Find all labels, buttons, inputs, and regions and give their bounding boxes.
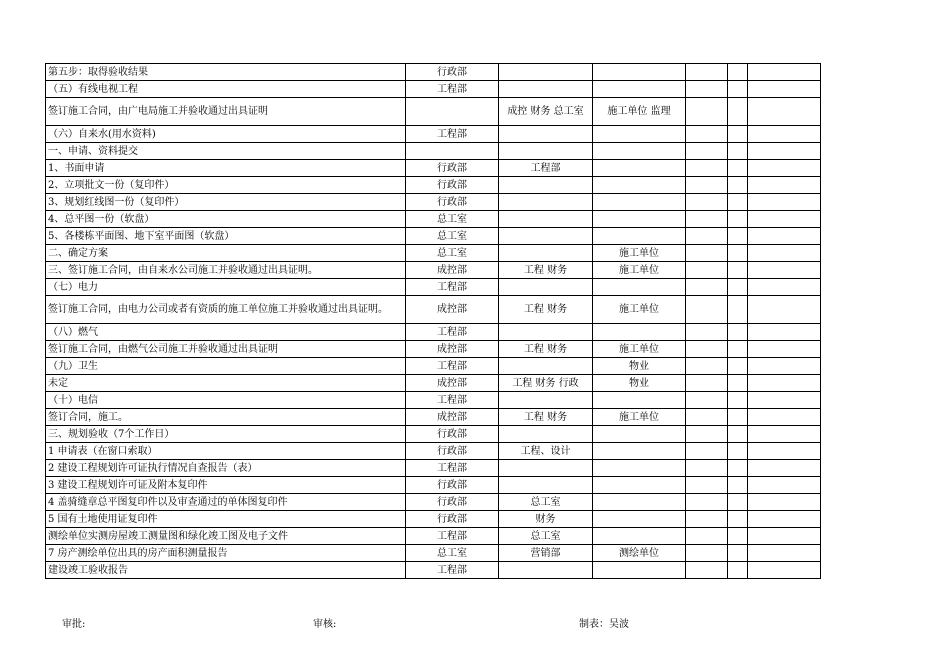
empty-cell (686, 160, 728, 177)
responsible-dept-cell: 成控部 (406, 262, 499, 279)
empty-cell (686, 477, 728, 494)
assisting-dept-cell (499, 81, 593, 98)
responsible-dept-cell: 工程部 (406, 562, 499, 579)
empty-cell (748, 64, 821, 81)
empty-cell (728, 494, 748, 511)
empty-cell (728, 545, 748, 562)
assisting-dept-cell (499, 177, 593, 194)
external-unit-cell: 施工单位 (593, 341, 686, 358)
empty-cell (728, 211, 748, 228)
responsible-dept-cell: 行政部 (406, 443, 499, 460)
assisting-dept-cell (499, 477, 593, 494)
responsible-dept-cell: 成控部 (406, 375, 499, 392)
table-row (46, 562, 821, 579)
empty-cell (686, 443, 728, 460)
empty-cell (728, 245, 748, 262)
table-row (46, 392, 821, 409)
empty-cell (728, 511, 748, 528)
item-cell: （九）卫生 (46, 358, 406, 375)
empty-cell (728, 443, 748, 460)
item-cell: 7 房产测绘单位出具的房产面积测量报告 (46, 545, 406, 562)
external-unit-cell (593, 562, 686, 579)
empty-cell (686, 341, 728, 358)
table-row (46, 81, 821, 98)
item-cell: （八）燃气 (46, 324, 406, 341)
empty-cell (686, 409, 728, 426)
responsible-dept-cell: 行政部 (406, 64, 499, 81)
external-unit-cell (593, 81, 686, 98)
item-cell: 一、申请、资料提交 (46, 143, 406, 160)
empty-cell (728, 375, 748, 392)
responsible-dept-cell: 工程部 (406, 392, 499, 409)
empty-cell (686, 392, 728, 409)
assisting-dept-cell: 工程 财务 行政 (499, 375, 593, 392)
empty-cell (748, 194, 821, 211)
item-cell: 4、总平图一份（软盘） (46, 211, 406, 228)
empty-cell (748, 245, 821, 262)
empty-cell (686, 460, 728, 477)
table-row (46, 262, 821, 279)
external-unit-cell: 施工单位 (593, 409, 686, 426)
assisting-dept-cell (499, 228, 593, 245)
responsible-dept-cell: 总工室 (406, 228, 499, 245)
table-row (46, 494, 821, 511)
empty-cell (686, 64, 728, 81)
external-unit-cell: 施工单位 (593, 245, 686, 262)
item-cell: 二、确定方案 (46, 245, 406, 262)
item-cell: 5 国有土地使用证复印件 (46, 511, 406, 528)
assisting-dept-cell (499, 211, 593, 228)
external-unit-cell (593, 211, 686, 228)
empty-cell (686, 262, 728, 279)
responsible-dept-cell: 总工室 (406, 211, 499, 228)
table-row (46, 177, 821, 194)
approve-label: 审批: (62, 619, 86, 630)
responsible-dept-cell: 成控部 (406, 341, 499, 358)
empty-cell (686, 211, 728, 228)
empty-cell (728, 358, 748, 375)
assisting-dept-cell: 工程 财务 (499, 296, 593, 324)
empty-cell (686, 545, 728, 562)
empty-cell (748, 426, 821, 443)
table-row (46, 528, 821, 545)
review-label: 审核: (313, 619, 337, 630)
assisting-dept-cell: 工程 财务 (499, 409, 593, 426)
empty-cell (728, 64, 748, 81)
external-unit-cell (593, 477, 686, 494)
empty-cell (748, 296, 821, 324)
assisting-dept-cell (499, 143, 593, 160)
responsible-dept-cell: 工程部 (406, 126, 499, 143)
item-cell: 未定 (46, 375, 406, 392)
responsible-dept-cell: 行政部 (406, 177, 499, 194)
item-cell: 1 申请表（在窗口索取） (46, 443, 406, 460)
empty-cell (686, 375, 728, 392)
external-unit-cell (593, 460, 686, 477)
external-unit-cell (593, 177, 686, 194)
table-row (46, 409, 821, 426)
assisting-dept-cell (499, 460, 593, 477)
empty-cell (728, 126, 748, 143)
item-cell: 三、规划验收（7个工作日） (46, 426, 406, 443)
assisting-dept-cell (499, 426, 593, 443)
empty-cell (748, 494, 821, 511)
prepared-by-label: 制表：吴波 (579, 619, 629, 630)
empty-cell (748, 143, 821, 160)
empty-cell (686, 245, 728, 262)
responsible-dept-cell: 工程部 (406, 358, 499, 375)
responsible-dept-cell: 工程部 (406, 528, 499, 545)
table-row (46, 426, 821, 443)
responsible-dept-cell: 工程部 (406, 81, 499, 98)
responsible-dept-cell: 行政部 (406, 194, 499, 211)
external-unit-cell (593, 228, 686, 245)
table-row (46, 98, 821, 126)
external-unit-cell (593, 426, 686, 443)
assisting-dept-cell: 工程部 (499, 160, 593, 177)
empty-cell (748, 443, 821, 460)
assisting-dept-cell (499, 245, 593, 262)
external-unit-cell (593, 64, 686, 81)
responsible-dept-cell: 成控部 (406, 296, 499, 324)
empty-cell (748, 98, 821, 126)
item-cell: （六）自来水(用水资料) (46, 126, 406, 143)
empty-cell (686, 177, 728, 194)
assisting-dept-cell (499, 64, 593, 81)
empty-cell (748, 511, 821, 528)
empty-cell (748, 177, 821, 194)
responsible-dept-cell: 工程部 (406, 324, 499, 341)
empty-cell (686, 98, 728, 126)
item-cell: 签订合同，施工。 (46, 409, 406, 426)
assisting-dept-cell (499, 279, 593, 296)
item-cell: 签订施工合同，由广电局施工并验收通过出具证明 (46, 98, 406, 126)
table-row (46, 341, 821, 358)
table-row (46, 477, 821, 494)
empty-cell (686, 494, 728, 511)
empty-cell (686, 528, 728, 545)
empty-cell (686, 324, 728, 341)
external-unit-cell (593, 160, 686, 177)
table-row (46, 375, 821, 392)
table-row (46, 160, 821, 177)
external-unit-cell: 测绘单位 (593, 545, 686, 562)
empty-cell (686, 194, 728, 211)
empty-cell (686, 511, 728, 528)
assisting-dept-cell (499, 562, 593, 579)
external-unit-cell: 物业 (593, 375, 686, 392)
responsible-dept-cell: 成控部 (406, 409, 499, 426)
empty-cell (728, 324, 748, 341)
empty-cell (728, 341, 748, 358)
empty-cell (686, 296, 728, 324)
empty-cell (748, 262, 821, 279)
empty-cell (748, 545, 821, 562)
external-unit-cell: 施工单位 监理 (593, 98, 686, 126)
empty-cell (748, 324, 821, 341)
assisting-dept-cell (499, 194, 593, 211)
empty-cell (728, 279, 748, 296)
item-cell: 5、各楼栋平面图、地下室平面图（软盘） (46, 228, 406, 245)
empty-cell (748, 160, 821, 177)
table-row (46, 460, 821, 477)
external-unit-cell (593, 528, 686, 545)
assisting-dept-cell: 财务 (499, 511, 593, 528)
item-cell: （七）电力 (46, 279, 406, 296)
empty-cell (728, 477, 748, 494)
empty-cell (748, 358, 821, 375)
empty-cell (686, 228, 728, 245)
empty-cell (728, 296, 748, 324)
empty-cell (728, 562, 748, 579)
empty-cell (728, 160, 748, 177)
external-unit-cell (593, 511, 686, 528)
empty-cell (728, 143, 748, 160)
item-cell: 3 建设工程规划许可证及附本复印件 (46, 477, 406, 494)
responsible-dept-cell: 总工室 (406, 545, 499, 562)
responsible-dept-cell (406, 98, 499, 126)
item-cell: 1、书面申请 (46, 160, 406, 177)
assisting-dept-cell: 总工室 (499, 528, 593, 545)
empty-cell (686, 143, 728, 160)
assisting-dept-cell (499, 358, 593, 375)
responsible-dept-cell: 工程部 (406, 279, 499, 296)
responsible-dept-cell: 总工室 (406, 245, 499, 262)
empty-cell (728, 262, 748, 279)
responsible-dept-cell: 行政部 (406, 511, 499, 528)
external-unit-cell (593, 143, 686, 160)
table-row (46, 228, 821, 245)
empty-cell (728, 194, 748, 211)
item-cell: （十）电信 (46, 392, 406, 409)
empty-cell (686, 279, 728, 296)
external-unit-cell (593, 494, 686, 511)
table-row (46, 245, 821, 262)
table-row (46, 143, 821, 160)
item-cell: 三、签订施工合同，由自来水公司施工并验收通过出具证明。 (46, 262, 406, 279)
empty-cell (686, 126, 728, 143)
empty-cell (686, 81, 728, 98)
item-cell: 第五步：取得验收结果 (46, 64, 406, 81)
empty-cell (728, 528, 748, 545)
responsible-dept-cell: 行政部 (406, 477, 499, 494)
external-unit-cell (593, 126, 686, 143)
external-unit-cell: 物业 (593, 358, 686, 375)
empty-cell (728, 460, 748, 477)
external-unit-cell (593, 279, 686, 296)
empty-cell (748, 228, 821, 245)
table-row (46, 545, 821, 562)
responsible-dept-cell: 工程部 (406, 460, 499, 477)
external-unit-cell (593, 443, 686, 460)
empty-cell (728, 409, 748, 426)
empty-cell (748, 392, 821, 409)
assisting-dept-cell (499, 324, 593, 341)
item-cell: 4 盖骑缝章总平图复印件以及审查通过的单体图复印件 (46, 494, 406, 511)
empty-cell (686, 358, 728, 375)
table-row (46, 126, 821, 143)
empty-cell (728, 177, 748, 194)
responsible-dept-cell: 行政部 (406, 426, 499, 443)
empty-cell (748, 562, 821, 579)
assisting-dept-cell: 工程 财务 (499, 341, 593, 358)
item-cell: 2、立项批文一份（复印件） (46, 177, 406, 194)
empty-cell (748, 341, 821, 358)
item-cell: 3、规划红线图一份（复印件） (46, 194, 406, 211)
empty-cell (748, 81, 821, 98)
empty-cell (728, 81, 748, 98)
assisting-dept-cell (499, 392, 593, 409)
empty-cell (728, 426, 748, 443)
empty-cell (728, 392, 748, 409)
empty-cell (686, 426, 728, 443)
assisting-dept-cell: 总工室 (499, 494, 593, 511)
empty-cell (748, 528, 821, 545)
empty-cell (748, 211, 821, 228)
external-unit-cell (593, 324, 686, 341)
assisting-dept-cell: 工程 财务 (499, 262, 593, 279)
external-unit-cell: 施工单位 (593, 262, 686, 279)
empty-cell (748, 279, 821, 296)
empty-cell (728, 98, 748, 126)
table-row (46, 358, 821, 375)
table-row (46, 64, 821, 81)
table-row (46, 511, 821, 528)
item-cell: （五）有线电视工程 (46, 81, 406, 98)
assisting-dept-cell (499, 126, 593, 143)
assisting-dept-cell: 营销部 (499, 545, 593, 562)
table-row (46, 443, 821, 460)
responsible-dept-cell (406, 143, 499, 160)
table-row (46, 279, 821, 296)
table-row (46, 194, 821, 211)
assisting-dept-cell: 工程、设计 (499, 443, 593, 460)
item-cell: 测绘单位实测房屋竣工测量图和绿化竣工图及电子文件 (46, 528, 406, 545)
empty-cell (728, 228, 748, 245)
responsible-dept-cell: 行政部 (406, 494, 499, 511)
item-cell: 签订施工合同，由燃气公司施工并验收通过出具证明 (46, 341, 406, 358)
procedure-table (45, 63, 821, 579)
item-cell: 建设竣工验收报告 (46, 562, 406, 579)
external-unit-cell: 施工单位 (593, 296, 686, 324)
item-cell: 2 建设工程规划许可证执行情况自查报告（表） (46, 460, 406, 477)
empty-cell (748, 409, 821, 426)
external-unit-cell (593, 194, 686, 211)
empty-cell (748, 477, 821, 494)
empty-cell (748, 375, 821, 392)
assisting-dept-cell: 成控 财务 总工室 (499, 98, 593, 126)
empty-cell (748, 460, 821, 477)
empty-cell (686, 562, 728, 579)
external-unit-cell (593, 392, 686, 409)
empty-cell (748, 126, 821, 143)
responsible-dept-cell: 行政部 (406, 160, 499, 177)
item-cell: 签订施工合同，由电力公司或者有资质的施工单位施工并验收通过出具证明。 (46, 296, 406, 324)
table-row (46, 324, 821, 341)
table-row (46, 296, 821, 324)
table-row (46, 211, 821, 228)
